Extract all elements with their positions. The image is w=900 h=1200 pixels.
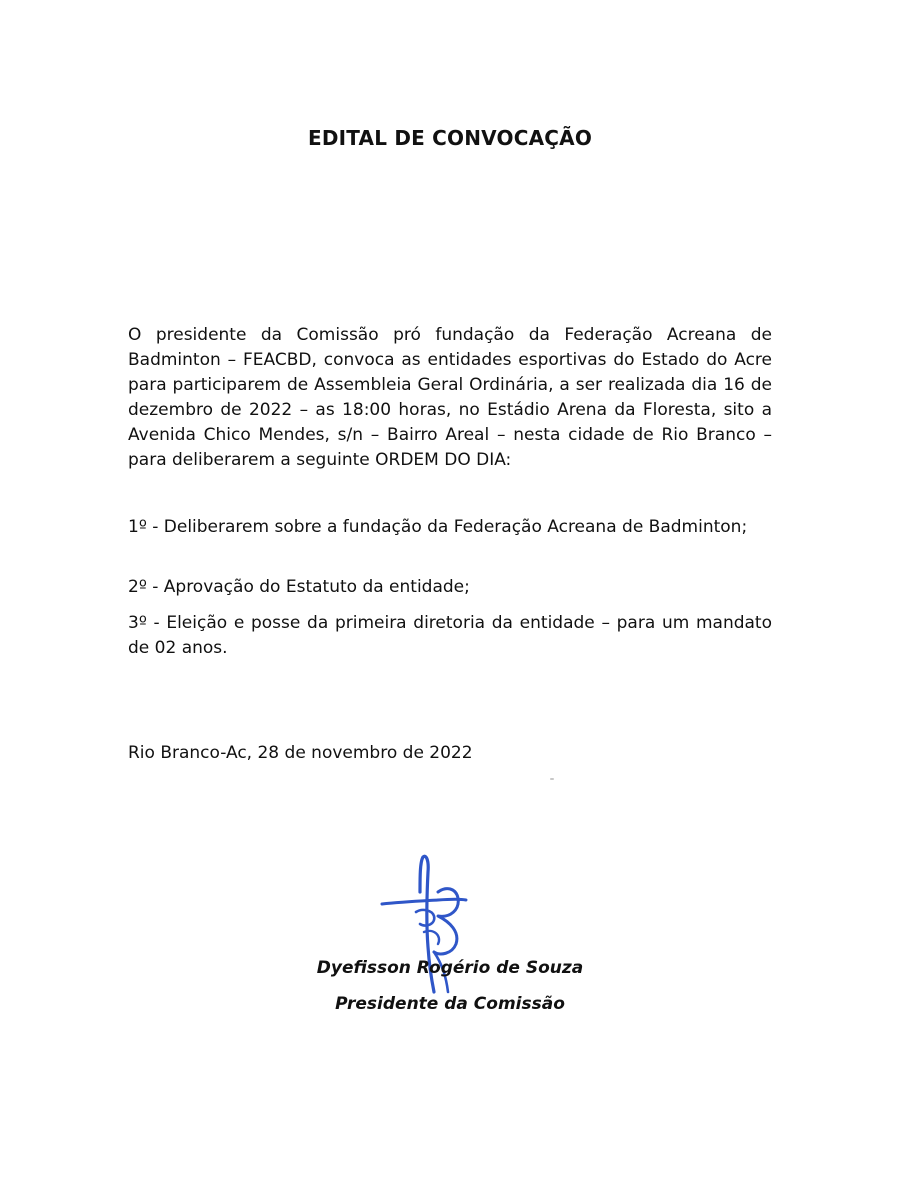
scan-speck [550,778,554,780]
intro-paragraph: O presidente da Comissão pró fundação da Federação Acreana de Badminton – FEACBD, convoca as entidades esportivas do Estado do Acre para participarem de Assembleia Geral Ordinária, a ser realizada dia 16 de dezembro de 2022 – as 18:00 horas, no Estádio Arena da Floresta, sito a Avenida Chico Mendes, s/n – Bairro Areal – nesta cidade de Rio Branco – para deliberarem a seguinte ORDEM DO DIA: [128,325,772,470]
agenda-item-3: 3º - Eleição e posse da primeira diretoria da entidade – para um mandato de 02 anos. [128,613,772,658]
document-title: EDITAL DE CONVOCAÇÃO [307,126,593,150]
agenda-item-1: 1º - Deliberarem sobre a fundação da Federação Acreana de Badminton; [128,517,748,537]
signatory-name: Dyefisson Rogério de Souza [316,958,584,978]
agenda-item-2: 2º - Aprovação do Estatuto da entidade; [128,577,470,597]
place-date: Rio Branco-Ac, 28 de novembro de 2022 [128,743,473,763]
signatory-role: Presidente da Comissão [335,994,565,1014]
handwritten-signature [376,852,486,1002]
